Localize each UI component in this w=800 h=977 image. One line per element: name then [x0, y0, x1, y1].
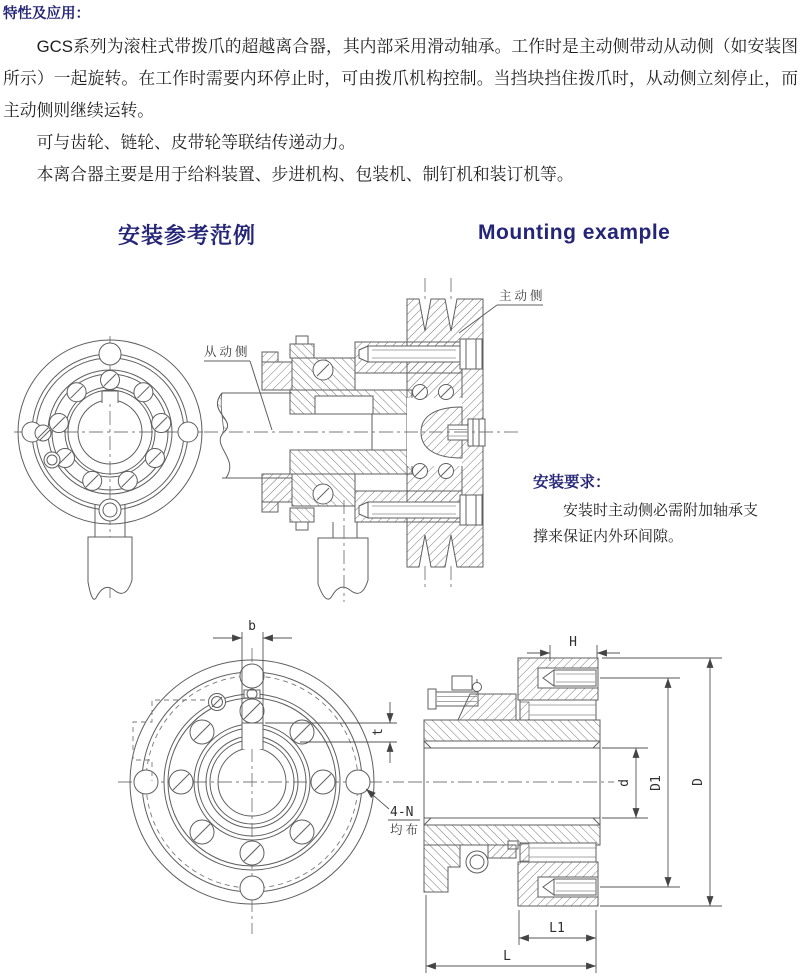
front-view-dimensioned — [118, 619, 421, 934]
features-title: 特性及应用： — [3, 6, 90, 22]
mounting-note-title: 安装要求： — [533, 474, 611, 491]
driving-side-label: 主动侧 — [499, 289, 546, 303]
front-view-clutch — [14, 336, 206, 599]
mounting-example-drawing — [0, 258, 800, 650]
bolt-spacing-label: 均布 — [390, 823, 422, 837]
pawl-parts-bottom — [424, 845, 516, 892]
dimension-drawing — [0, 600, 800, 977]
driven-side-label: 从动侧 — [204, 345, 251, 359]
dim-D-label: D — [691, 778, 706, 786]
intro-paragraph-3: 本离合器主要是用于给料装置、步进机构、包装机、制钉机和装订机等。 — [36, 165, 574, 184]
section-view-clutch — [204, 278, 522, 602]
bolt-count-label: 4-N — [390, 805, 414, 820]
mounting-note-body: 安装时主动侧必需附加轴承支撑来保证内外环间隙。 — [533, 502, 759, 545]
dim-t-label: t — [371, 728, 386, 736]
inner-sleeve — [424, 720, 600, 849]
key — [315, 396, 373, 414]
section-heading-en: Mounting example — [478, 221, 671, 244]
bolt-note — [366, 789, 421, 837]
features-section — [3, 2, 798, 191]
driven-shaft — [217, 393, 292, 478]
pawl-assembly — [428, 676, 516, 720]
dim-H-label: H — [569, 635, 577, 650]
dim-b-label: b — [248, 619, 256, 634]
dim-L1-label: L1 — [549, 921, 565, 936]
intro-paragraph-2: 可与齿轮、链轮、皮带轮等联结传递动力。 — [36, 133, 356, 152]
intro-paragraph-1: GCS系列为滚柱式带拨爪的超越离合器，其内部采用滑动轴承。工作时是主动侧带动从动侧（如安装图所示）一起旋转。在工作时需要内环停止时，可由拨爪机构控制。当挡块挡住拨爪时，从动侧立刻停止，而主动侧则继续运转。 — [3, 37, 798, 120]
mounting-note — [533, 470, 765, 550]
stop-arm-section — [318, 522, 368, 599]
section-heading-cn: 安装参考范例 — [118, 223, 257, 248]
dim-L-label: L — [503, 949, 511, 964]
dim-D1-label: D1 — [649, 775, 664, 791]
section-view-dimensioned — [408, 635, 722, 973]
dim-L — [426, 895, 596, 973]
dim-d-label: d — [617, 779, 632, 787]
dim-D1 — [600, 678, 680, 887]
